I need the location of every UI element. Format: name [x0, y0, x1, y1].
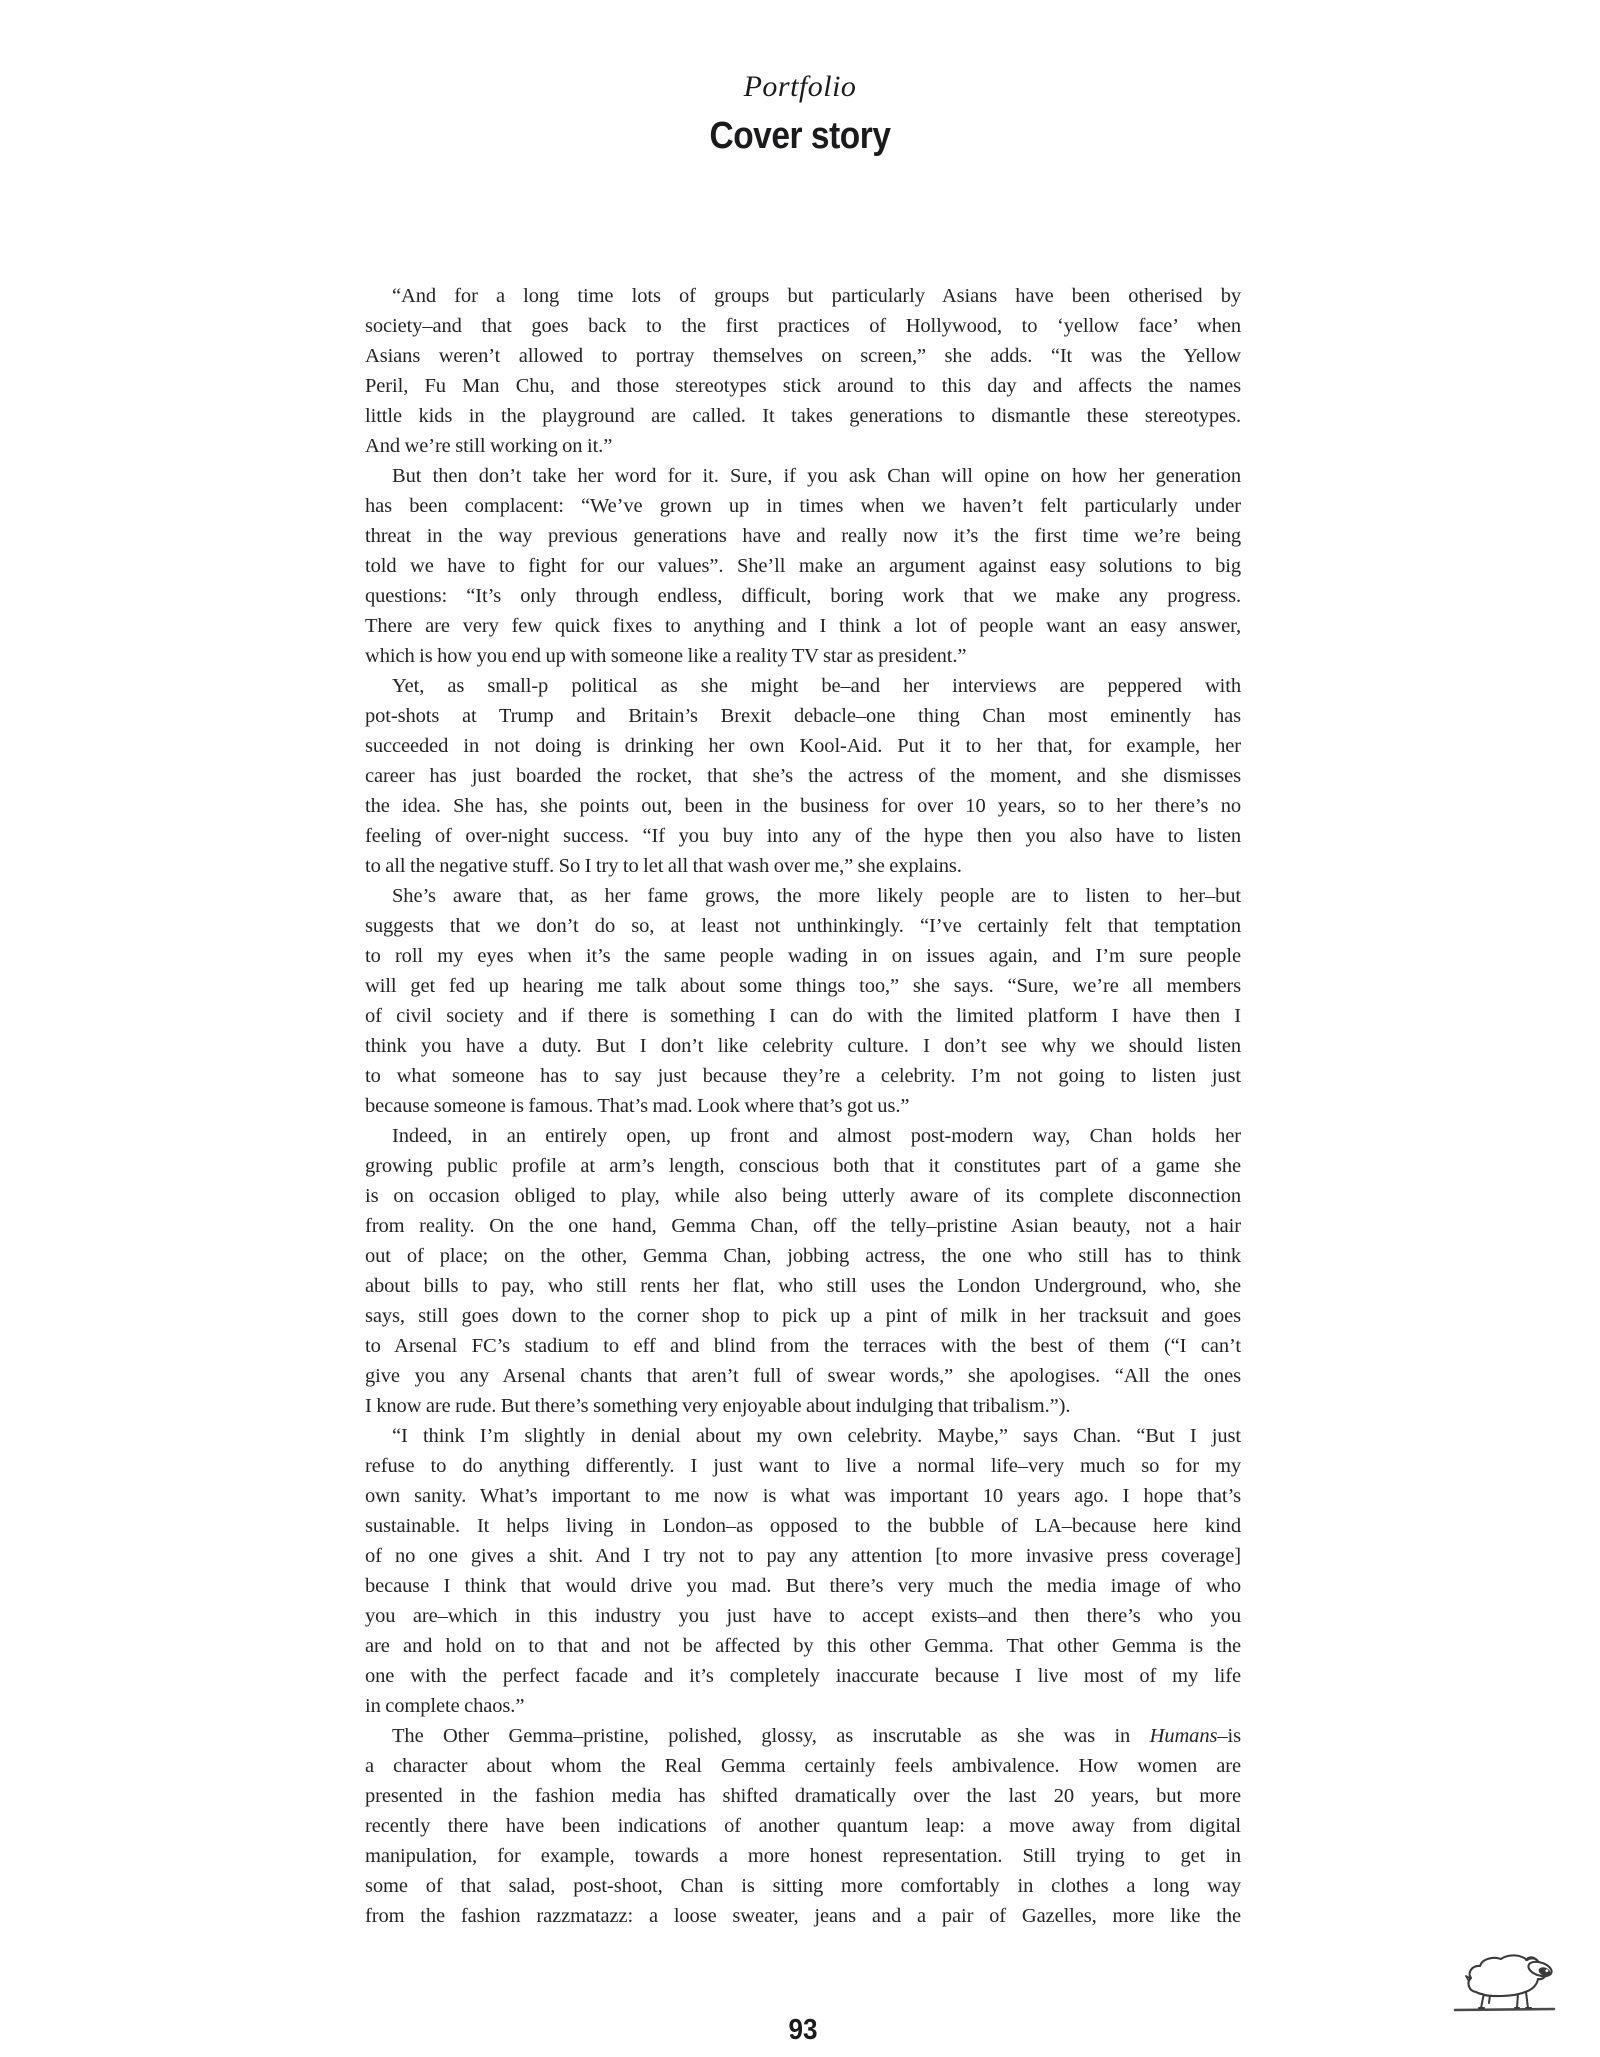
text-line: She’s aware that, as her fame grows, the more likely people are to listen to her–but	[392, 885, 1241, 907]
text-line: society–and that goes back to the first practices of Hollywood, to ‘yellow face’ when	[365, 315, 1241, 337]
paragraph	[365, 1121, 1241, 1421]
text-line: from reality. On the one hand, Gemma Chan, off the telly–pristine Asian beauty, not a hair	[365, 1215, 1241, 1237]
sheep-icon	[1448, 1950, 1572, 2016]
text-line: own sanity. What’s important to me now is what was important 10 years ago. I hope that’s	[365, 1485, 1241, 1507]
text-line: “I think I’m slightly in denial about my own celebrity. Maybe,” says Chan. “But I just	[392, 1425, 1241, 1447]
text-line: the idea. She has, she points out, been in the business for over 10 years, so to her there’s no	[365, 795, 1241, 817]
text-line: because I think that would drive you mad. But there’s very much the media image of who	[365, 1575, 1241, 1597]
text-line: about bills to pay, who still rents her flat, who still uses the London Underground, who, she	[365, 1275, 1241, 1297]
page-title: Cover story	[709, 115, 891, 157]
text-line: in complete chaos.”	[365, 1695, 525, 1717]
text-line: think you have a duty. But I don’t like celebrity culture. I don’t see why we should listen	[365, 1035, 1241, 1057]
article-body	[365, 281, 1241, 1931]
text-line: And we’re still working on it.”	[365, 435, 613, 457]
text-line: Peril, Fu Man Chu, and those stereotypes stick around to this day and affects the names	[365, 375, 1241, 397]
text-line: one with the perfect facade and it’s completely inaccurate because I live most of my life	[365, 1665, 1241, 1687]
text-line: I know are rude. But there’s something very enjoyable about indulging that tribalism.”).	[365, 1395, 1071, 1417]
text-line: The Other Gemma–pristine, polished, glossy, as inscrutable as she was in Humans–is	[392, 1725, 1241, 1747]
text-line: Indeed, in an entirely open, up front and almost post-modern way, Chan holds her	[392, 1125, 1241, 1147]
paragraph	[365, 881, 1241, 1121]
paragraph	[365, 671, 1241, 881]
text-line: to what someone has to say just because they’re a celebrity. I’m not going to listen just	[365, 1065, 1241, 1087]
text-line: questions: “It’s only through endless, difficult, boring work that we make any progress.	[365, 585, 1241, 607]
text-line: career has just boarded the rocket, that she’s the actress of the moment, and she dismisses	[365, 765, 1241, 787]
text-line: you are–which in this industry you just have to accept exists–and then there’s who you	[365, 1605, 1241, 1627]
text-line: has been complacent: “We’ve grown up in times when we haven’t felt particularly under	[365, 495, 1241, 517]
text-line: to roll my eyes when it’s the same people wading in on issues again, and I’m sure people	[365, 945, 1241, 967]
text-line: Yet, as small-p political as she might be–and her interviews are peppered with	[392, 675, 1241, 697]
text-line: from the fashion razzmatazz: a loose sweater, jeans and a pair of Gazelles, more like the	[365, 1905, 1241, 1927]
text-line: succeeded in not doing is drinking her own Kool-Aid. Put it to her that, for example, her	[365, 735, 1241, 757]
text-line: out of place; on the other, Gemma Chan, jobbing actress, the one who still has to think	[365, 1245, 1241, 1267]
text-line: will get fed up hearing me talk about some things too,” she says. “Sure, we’re all members	[365, 975, 1241, 997]
paragraph	[365, 1721, 1241, 1931]
text-line: is on occasion obliged to play, while also being utterly aware of its complete disconnection	[365, 1185, 1241, 1207]
text-line: pot-shots at Trump and Britain’s Brexit debacle–one thing Chan most eminently has	[365, 705, 1241, 727]
text-line: feeling of over-night success. “If you buy into any of the hype then you also have to listen	[365, 825, 1241, 847]
text-line: But then don’t take her word for it. Sure, if you ask Chan will opine on how her generation	[392, 465, 1241, 487]
text-line: give you any Arsenal chants that aren’t full of swear words,” she apologises. “All the ones	[365, 1365, 1241, 1387]
text-line: because someone is famous. That’s mad. Look where that’s got us.”	[365, 1095, 910, 1117]
text-line: says, still goes down to the corner shop to pick up a pint of milk in her tracksuit and goes	[365, 1305, 1241, 1327]
ground-line	[1455, 2009, 1554, 2010]
text-line: manipulation, for example, towards a more honest representation. Still trying to get in	[365, 1845, 1241, 1867]
text-line: to all the negative stuff. So I try to let all that wash over me,” she explains.	[365, 855, 962, 877]
section-label: Portfolio	[743, 70, 857, 103]
text-line: Asians weren’t allowed to portray themselves on screen,” she adds. “It was the Yellow	[365, 345, 1241, 367]
text-line: little kids in the playground are called. It takes generations to dismantle these stereotypes.	[365, 405, 1241, 427]
text-line: told we have to fight for our values”. She’ll make an argument against easy solutions to big	[365, 555, 1241, 577]
text-line: threat in the way previous generations have and really now it’s the first time we’re being	[365, 525, 1241, 547]
text-line: a character about whom the Real Gemma certainly feels ambivalence. How women are	[365, 1755, 1241, 1777]
text-line: “And for a long time lots of groups but particularly Asians have been otherised by	[392, 285, 1241, 307]
paragraph	[365, 281, 1241, 461]
text-line: of no one gives a shit. And I try not to pay any attention [to more invasive press coverage]	[365, 1545, 1241, 1567]
page-number: 93	[788, 2014, 818, 2046]
text-line: to Arsenal FC’s stadium to eff and blind from the terraces with the best of them (“I can’t	[365, 1335, 1241, 1357]
text-line: There are very few quick fixes to anything and I think a lot of people want an easy answer,	[365, 615, 1241, 637]
text-line: recently there have been indications of another quantum leap: a move away from digital	[365, 1815, 1241, 1837]
text-line: suggests that we don’t do so, at least not unthinkingly. “I’ve certainly felt that temptation	[365, 915, 1241, 937]
text-line: presented in the fashion media has shifted dramatically over the last 20 years, but more	[365, 1785, 1241, 1807]
paragraph	[365, 461, 1241, 671]
text-line: some of that salad, post-shoot, Chan is sitting more comfortably in clothes a long way	[365, 1875, 1241, 1897]
paragraph	[365, 1421, 1241, 1721]
text-line: of civil society and if there is something I can do with the limited platform I have then I	[365, 1005, 1241, 1027]
text-line: are and hold on to that and not be affected by this other Gemma. That other Gemma is the	[365, 1635, 1241, 1657]
text-line: refuse to do anything differently. I just want to live a normal life–very much so for my	[365, 1455, 1241, 1477]
text-line: which is how you end up with someone like a reality TV star as president.”	[365, 645, 967, 667]
text-line: growing public profile at arm’s length, conscious both that it constitutes part of a game she	[365, 1155, 1241, 1177]
text-line: sustainable. It helps living in London–as opposed to the bubble of LA–because here kind	[365, 1515, 1241, 1537]
